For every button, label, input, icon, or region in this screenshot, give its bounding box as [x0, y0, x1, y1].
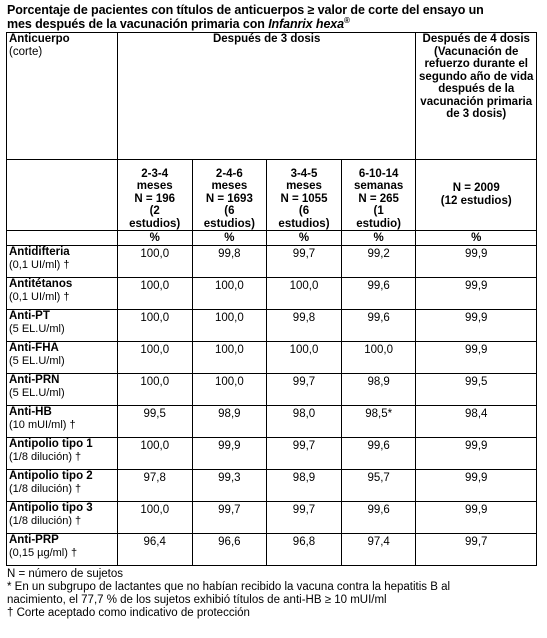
table-row: [7, 310, 537, 342]
schedule-line: estudio): [356, 217, 401, 230]
value-cell: 99,6: [341, 438, 416, 470]
value-cell: 98,9: [341, 374, 416, 406]
value-cell: 99,6: [341, 502, 416, 534]
schedule-line: N = 265: [358, 192, 399, 205]
value-cell: 98,9: [267, 470, 342, 502]
header-after-4-doses: [416, 33, 537, 160]
schedule-header-0: [117, 160, 192, 231]
antibody-cutoff: (1/8 dilución) †: [9, 450, 82, 463]
value-cell: 99,7: [267, 438, 342, 470]
value-cell: 99,8: [267, 310, 342, 342]
table-row: [7, 278, 537, 310]
antibody-cell: [7, 310, 118, 342]
antibody-cell: [7, 502, 118, 534]
footnote-n: N = número de sujetos: [7, 568, 124, 580]
antibody-cell: [7, 278, 118, 310]
value-cell: 96,6: [192, 534, 267, 566]
schedule-line: meses: [286, 180, 322, 192]
value-cell: 99,5: [117, 406, 192, 438]
product-name: Infanrix hexa: [268, 17, 344, 31]
schedule-line: N = 1055: [280, 192, 328, 205]
schedule-line: (1: [373, 205, 384, 217]
schedule-line: estudios): [278, 217, 330, 230]
table-row: [7, 406, 537, 438]
antibody-name: Antidifteria: [9, 246, 70, 258]
antibody-cell: [7, 374, 118, 406]
table-row: [7, 470, 537, 502]
percent-header: %: [192, 231, 267, 246]
schedule-line: N = 1693: [205, 192, 253, 205]
value-cell: 98,9: [192, 406, 267, 438]
antibody-cutoff: (0,1 UI/ml) †: [9, 258, 70, 271]
antibody-cutoff: (10 mUI/ml) †: [9, 418, 76, 431]
booster-n: N = 2009: [452, 182, 500, 194]
antibody-cutoff: (0,1 UI/ml) †: [9, 290, 70, 303]
value-cell: 99,3: [192, 470, 267, 502]
header-empty-cell: [7, 160, 118, 231]
value-cell: 99,9: [416, 278, 537, 310]
schedule-line: meses: [136, 180, 173, 192]
antibody-cell: [7, 246, 118, 278]
footnote-asterisk-1: * En un subgrupo de lactantes que no habían recibido la vacuna contra la hepatitis B al: [7, 581, 451, 593]
title-line-2: [7, 17, 539, 31]
value-cell: 100,0: [117, 502, 192, 534]
value-cell: 97,4: [341, 534, 416, 566]
table-row: [7, 342, 537, 374]
table-row: [7, 438, 537, 470]
value-cell: 99,8: [192, 246, 267, 278]
antibody-cutoff: (5 EL.U/ml): [9, 386, 65, 399]
antibody-cell: [7, 534, 118, 566]
antibody-name: Anti-PT: [9, 310, 50, 322]
value-cell: 100,0: [117, 310, 192, 342]
percent-header: %: [117, 231, 192, 246]
value-cell: 100,0: [341, 342, 416, 374]
value-cell: 99,6: [341, 310, 416, 342]
schedule-line: (6: [298, 205, 310, 217]
value-cell: 99,9: [416, 502, 537, 534]
value-cell: 100,0: [192, 310, 267, 342]
value-cell: 99,9: [416, 310, 537, 342]
value-cell: 99,9: [416, 438, 537, 470]
schedule-header-1: [192, 160, 267, 231]
value-cell: 99,9: [416, 342, 537, 374]
percent-header: %: [341, 231, 416, 246]
antibody-cell: [7, 342, 118, 374]
value-cell: 100,0: [117, 278, 192, 310]
value-cell: 99,7: [416, 534, 537, 566]
value-cell: 99,7: [192, 502, 267, 534]
value-cell: 100,0: [117, 342, 192, 374]
value-cell: 99,7: [267, 374, 342, 406]
footnotes: [7, 568, 539, 620]
header-antibody-label: Anticuerpo: [9, 33, 70, 45]
antibody-cutoff: (1/8 dilución) †: [9, 482, 82, 495]
antibody-name: Antipolio tipo 2: [9, 470, 93, 482]
schedule-line: 6-10-14: [358, 167, 399, 180]
footnote-dagger: † Corte aceptado como indicativo de protección: [7, 607, 250, 619]
antibody-cell: [7, 438, 118, 470]
schedule-line: 2-3-4: [141, 167, 169, 180]
value-cell: 96,4: [117, 534, 192, 566]
antibody-cell: [7, 470, 118, 502]
value-cell: 100,0: [117, 438, 192, 470]
value-cell: 99,9: [192, 438, 267, 470]
schedule-line: meses: [211, 180, 248, 192]
value-cell: 100,0: [192, 278, 267, 310]
value-cell: 99,7: [267, 246, 342, 278]
pct-empty-cell: [7, 231, 118, 246]
value-cell: 99,9: [416, 470, 537, 502]
antibody-cutoff: (1/8 dilución) †: [9, 514, 82, 527]
title-line-1: Porcentaje de pacientes con títulos de anticuerpos ≥ valor de corte del ensayo un: [7, 3, 484, 17]
antibody-name: Antitétanos: [9, 278, 73, 290]
antibody-name: Antipolio tipo 3: [9, 502, 93, 514]
antibody-name: Anti-PRN: [9, 374, 60, 386]
percent-header-booster: %: [416, 231, 537, 246]
booster-n-cell: [416, 160, 537, 231]
footnote-asterisk-2: nacimiento, el 77,7 % de los sujetos exhibió títulos de anti-HB ≥ 10 mUI/ml: [7, 594, 387, 606]
value-cell: 96,8: [267, 534, 342, 566]
antibody-cutoff: (0,15 µg/ml) †: [9, 546, 78, 559]
booster-studies: (12 estudios): [440, 194, 512, 207]
antibody-name: Anti-PRP: [9, 534, 59, 546]
table-row: [7, 374, 537, 406]
table-title: [7, 3, 539, 31]
schedule-line: (6: [224, 205, 235, 217]
schedule-line: (2: [149, 205, 160, 217]
schedule-line: N = 196: [134, 192, 176, 205]
value-cell: 99,5: [416, 374, 537, 406]
header-antibody: [7, 33, 118, 160]
value-cell: 95,7: [341, 470, 416, 502]
value-cell: 98,0: [267, 406, 342, 438]
value-cell: 98,5*: [341, 406, 416, 438]
value-cell: 100,0: [117, 374, 192, 406]
registered-mark: ®: [344, 16, 350, 25]
antibody-name: Antipolio tipo 1: [9, 438, 93, 450]
value-cell: 100,0: [192, 342, 267, 374]
value-cell: 99,6: [341, 278, 416, 310]
schedule-line: 2-4-6: [215, 167, 243, 180]
schedule-line: semanas: [354, 180, 404, 192]
table-row: [7, 534, 537, 566]
header-antibody-sub: (corte): [9, 45, 43, 58]
schedule-line: 3-4-5: [290, 167, 318, 180]
antibody-cutoff: (5 EL.U/ml): [9, 322, 65, 335]
header-after-3-doses: Después de 3 dosis: [117, 33, 416, 160]
value-cell: 100,0: [267, 342, 342, 374]
antibody-cutoff: (5 EL.U/ml): [9, 354, 65, 367]
antibody-cell: [7, 406, 118, 438]
schedule-line: estudios): [203, 217, 255, 230]
value-cell: 99,7: [267, 502, 342, 534]
value-cell: 100,0: [192, 374, 267, 406]
header-after-4-doses-text: Después de 4 dosis (Vacunación de refuerzo durante el segundo año de vida después de la vacunación primaria de 3 dosis): [419, 33, 534, 120]
title-line-2-text: mes después de la vacunación primaria con: [7, 17, 269, 31]
value-cell: 100,0: [117, 246, 192, 278]
schedule-line: estudios): [129, 217, 181, 230]
percent-header: %: [267, 231, 342, 246]
schedule-header-3: [341, 160, 416, 231]
value-cell: 97,8: [117, 470, 192, 502]
schedule-header-2: [267, 160, 342, 231]
value-cell: 98,4: [416, 406, 537, 438]
table-row: [7, 246, 537, 278]
table-row: [7, 502, 537, 534]
value-cell: 100,0: [267, 278, 342, 310]
antibody-name: Anti-FHA: [9, 342, 59, 354]
value-cell: 99,2: [341, 246, 416, 278]
value-cell: 99,9: [416, 246, 537, 278]
results-table: [6, 32, 537, 566]
antibody-name: Anti-HB: [9, 406, 52, 418]
